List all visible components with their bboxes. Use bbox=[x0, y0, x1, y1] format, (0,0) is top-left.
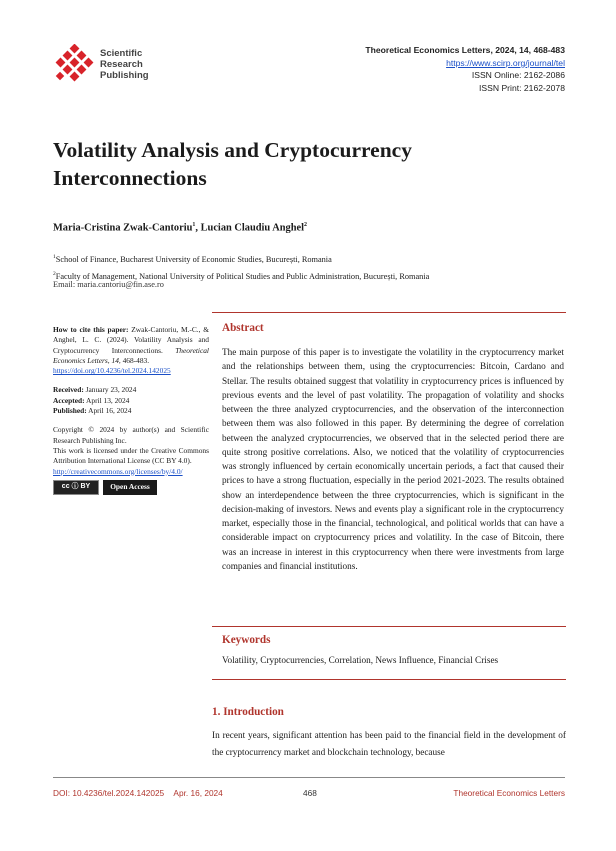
abstract-heading: Abstract bbox=[222, 322, 264, 334]
doi-link[interactable]: https://doi.org/10.4236/tel.2024.142025 bbox=[53, 366, 171, 376]
cite-text: Zwak-Cantoriu, M.-C., & Anghel, L. C. (2024). Volatility Analysis and Cryptocurrency Interconnections. bbox=[53, 325, 210, 355]
how-to-cite bbox=[53, 325, 209, 376]
email-address[interactable]: maria.cantoriu@fin.ase.ro bbox=[77, 280, 164, 289]
author-separator: , bbox=[195, 222, 201, 234]
paper-title-line1: Volatility Analysis and Cryptocurrency bbox=[53, 138, 412, 162]
license-link[interactable]: http://creativecommons.org/licenses/by/4.0/ bbox=[53, 466, 183, 476]
publisher-name-line1: Scientific bbox=[100, 48, 143, 59]
introduction-text: In recent years, significant attention has been paid to the financial field in the development of the cryptocurrency market and blockchain technology, because bbox=[212, 731, 566, 758]
keywords-heading: Keywords bbox=[222, 634, 271, 646]
received-date: January 23, 2024 bbox=[83, 385, 137, 395]
issn-online: ISSN Online: 2162-2086 bbox=[471, 70, 565, 81]
accepted-label: Accepted: bbox=[53, 395, 85, 405]
journal-citation: Theoretical Economics Letters, 2024, 14, 468-483 bbox=[365, 45, 565, 55]
cite-journal: Theoretical Economics Letters, 14, bbox=[53, 345, 209, 365]
open-access-badge: Open Access bbox=[103, 480, 157, 495]
author-name: Lucian Claudiu Anghel bbox=[200, 222, 304, 234]
keywords-text: Volatility, Cryptocurrencies, Correlation, News Influence, Financial Crises bbox=[222, 656, 499, 666]
journal-url-link[interactable]: https://www.scirp.org/journal/tel bbox=[446, 57, 565, 68]
journal-info bbox=[365, 44, 565, 94]
abstract-text: The main purpose of this paper is to investigate the volatility in the cryptocurrency market and the relationships between them, using the cryptocurrencies: Bitcoin, Cardano and Stellar. The results obtained suggest that volatility in cryptocurrency prices is influenced by previous events and the level of past volatility. The propagation of volatility and shocks between the three analyzed cryptocurrencies, and the observation of the interconnection between them was also followed in this paper. By determining the degree of correlation between the analyzed cryptocurrencies, we observed that in the selected period there are quite strong positive correlations. Also, we noticed that the volatility of cryptocurrencies was strongly influenced by certain economically uncertain periods, a fact that caused their prices to have a strong fluctuation, especially in the period 2021-2023. The results obtained show an interdependence between the three cryptocurrencies, which is significant in the decision-making of investors. News and events play a significant role in the cryptocurrency market, especially those in the financial, technological, and political worlds that can have a considerable impact on cryptocurrency prices and volatility. In the case of Bitcoin, there was an increase in interest in this cryptocurrency when there were investments from large companies and financial institutions. bbox=[222, 348, 564, 572]
copyright-notice bbox=[53, 425, 209, 476]
author-sup: 2 bbox=[303, 222, 307, 228]
received-label: Received: bbox=[53, 385, 84, 395]
accepted-date: April 13, 2024 bbox=[84, 395, 130, 405]
publisher-name-line2: Research bbox=[100, 59, 143, 70]
published-date: April 16, 2024 bbox=[86, 406, 132, 416]
published-label: Published: bbox=[53, 406, 87, 416]
page-number: 468 bbox=[303, 788, 317, 798]
publisher-name bbox=[100, 48, 149, 81]
divider bbox=[212, 679, 566, 680]
email-label: Email: bbox=[53, 280, 78, 289]
cite-label: How to cite this paper: bbox=[53, 325, 129, 334]
copyright-text: Copyright © 2024 by author(s) and Scientific Research Publishing Inc. bbox=[53, 425, 209, 445]
paper-title bbox=[53, 136, 553, 192]
scirp-diamond-logo-icon bbox=[54, 44, 96, 86]
paper-title-line2: Interconnections bbox=[53, 166, 207, 190]
divider bbox=[212, 626, 566, 627]
authors bbox=[53, 222, 307, 233]
badges bbox=[53, 480, 209, 495]
affiliation: $^2$Faculty of Management, National University of Political Studies and Public Administration, București, Romania bbox=[53, 270, 430, 281]
author-name: Maria-Cristina Zwak-Cantoriu bbox=[53, 222, 193, 234]
author-sup: 1 bbox=[192, 222, 196, 228]
footer-doi-date: DOI: 10.4236/tel.2024.142025 Apr. 16, 2024 bbox=[53, 788, 223, 798]
footer-divider bbox=[53, 777, 565, 778]
page-footer bbox=[53, 788, 565, 798]
license-text: This work is licensed under the Creative Commons Attribution International License (CC BY 4.0). bbox=[53, 445, 209, 466]
footer-journal: Theoretical Economics Letters bbox=[453, 788, 565, 798]
cite-pages: 468-483. bbox=[120, 355, 150, 365]
email-line bbox=[53, 280, 164, 289]
publisher-name-line3: Publishing bbox=[100, 70, 149, 81]
issn-print: ISSN Print: 2162-2078 bbox=[479, 82, 565, 93]
article-sidebar bbox=[53, 325, 209, 495]
affiliations bbox=[53, 250, 429, 284]
dates bbox=[53, 385, 209, 416]
cc-by-badge-icon[interactable]: cc ⓘ BY bbox=[53, 480, 99, 495]
divider bbox=[212, 312, 566, 313]
affiliation: $^1$School of Finance, Bucharest University of Economic Studies, București, Romania bbox=[53, 254, 332, 264]
introduction-heading: 1. Introduction bbox=[212, 706, 284, 718]
